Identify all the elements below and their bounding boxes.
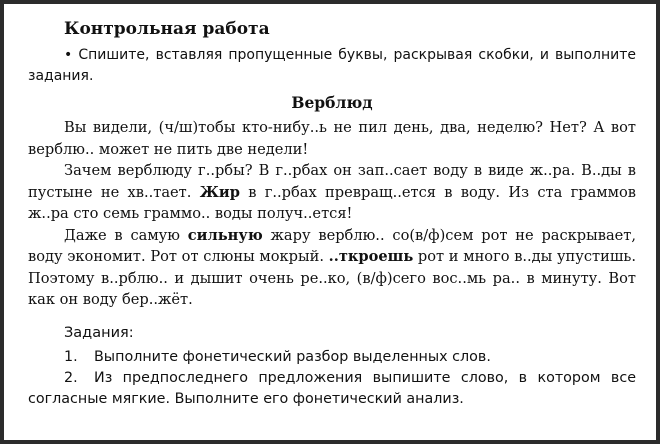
paragraph — [28, 225, 636, 311]
tasks-heading: Задания: — [64, 324, 134, 341]
text-run: Зачем верблюду г..рбы? В г..рбах он зап..сает воду в виде ж..ра. В..ды в пустыне не хв..тает. — [28, 162, 636, 201]
paragraph — [28, 160, 636, 225]
task-item — [28, 368, 636, 410]
text-title: Верблюд — [291, 93, 373, 112]
text-run: Даже в самую — [64, 226, 188, 244]
highlighted-word: ..ткроешь — [328, 248, 414, 265]
instruction-text: • Спишите, вставляя пропущенные буквы, раскрывая скобки, и выполните задания. — [28, 47, 636, 84]
worksheet-page — [4, 4, 656, 440]
text-run: Вы видели, (ч/ш)тобы кто-нибу..ь не пил день, два, неделю? Нет? А вот верблю.. может не пить две недели! — [28, 119, 636, 158]
task-item — [28, 347, 636, 368]
text-run: в г..рбах превращ..ется в воду. Из ста граммов ж..ра сто семь граммо.. воды получ..ется! — [28, 183, 637, 222]
story-text — [28, 117, 636, 311]
task-text: Из предпоследнего предложения выпишите слово, в котором все согласные мягкие. Выполните его фонетический анализ. — [28, 369, 636, 407]
task-number: 1. — [64, 348, 78, 365]
text-run: жару верблю.. со(в/ф)сем рот не раскрывает, воду экономит. Рот от слюны мокрый. — [28, 226, 636, 265]
tasks-list — [28, 347, 636, 410]
text-run: рот и много в..ды упустишь. Поэтому в..рблю.. и дышит очень ре..ко, (в/ф)сего вос..мь ра.. в минуту. Вот как он воду бер..жёт. — [28, 248, 636, 308]
task-number: 2. — [64, 369, 78, 386]
paragraph — [28, 117, 636, 160]
highlighted-word: сильную — [187, 226, 263, 244]
highlighted-word: Жир — [199, 183, 240, 201]
task-text: Выполните фонетический разбор выделенных слов. — [94, 348, 491, 365]
worksheet-title: Контрольная работа — [64, 19, 270, 39]
